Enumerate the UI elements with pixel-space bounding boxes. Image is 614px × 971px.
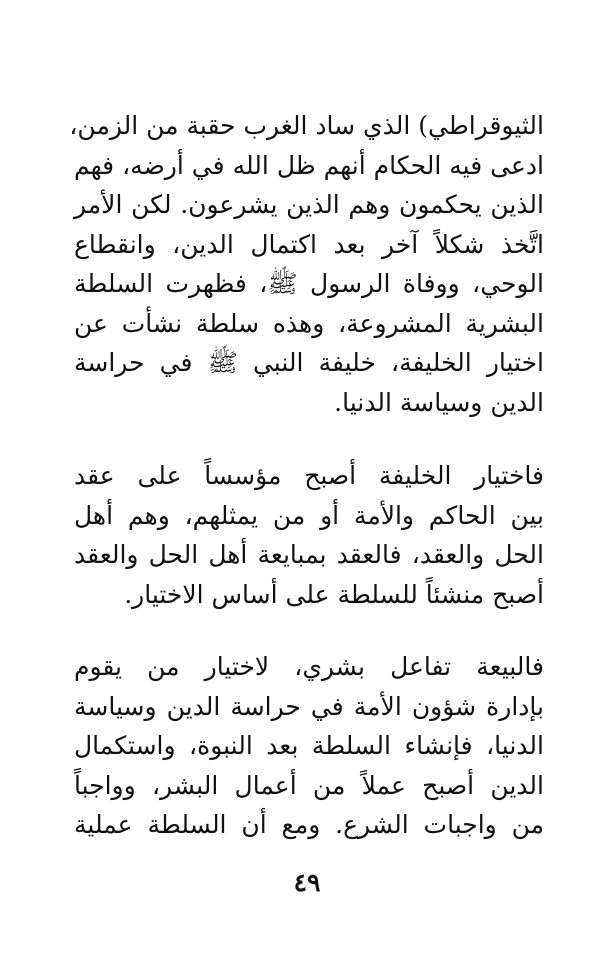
text-line: الذين يحكمون وهم الذين يشرعون. لكن الأمر <box>74 190 544 219</box>
text-line: من واجبات الشرع. ومع أن السلطة عملية <box>74 810 544 839</box>
text-line: الدين أصبح عملاً من أعمال البشر، وواجباً <box>74 770 544 800</box>
text-line: أصبح منشئاً للسلطة على أساس الاختيار. <box>124 579 544 609</box>
text-line: الدين وسياسة الدنيا. <box>334 387 544 417</box>
text-line: فالبيعة تفاعل بشري، لاختيار من يقوم <box>74 652 544 681</box>
text-line: الثيوقراطي) الذي ساد الغرب حقبة من الزمن، <box>69 111 544 140</box>
text-line: اختيار الخليفة، خليفة النبي ﷺ في حراسة <box>74 348 544 377</box>
text-line: الحل والعقد، فالعقد بمبايعة أهل الحل والعقد <box>74 540 544 569</box>
text-line: الوحي، ووفاة الرسول ﷺ، فظهرت السلطة <box>74 269 544 298</box>
text-line: الدنيا، فإنشاء السلطة بعد النبوة، واستكمال <box>74 731 544 760</box>
page-number: ٤٩ <box>293 868 321 897</box>
text-line: البشرية المشروعة، وهذه سلطة نشأت عن <box>74 308 544 338</box>
paragraph-1 <box>69 106 544 422</box>
text-line: فاختيار الخليفة أصبح مؤسساً على عقد <box>74 461 544 490</box>
paragraph-3 <box>74 647 544 845</box>
text-line: اتَّخذ شكلاً آخر بعد اكتمال الدين، وانقطاع <box>74 229 544 259</box>
paragraph-2 <box>74 456 544 614</box>
text-line: بإدارة شؤون الأمة في حراسة الدين وسياسة <box>74 691 544 721</box>
text-line: بين الحاكم والأمة أو من يمثلهم، وهم أهل <box>74 500 544 530</box>
text-line: ادعى فيه الحكام أنهم ظل الله في أرضه، فهم <box>74 150 544 180</box>
